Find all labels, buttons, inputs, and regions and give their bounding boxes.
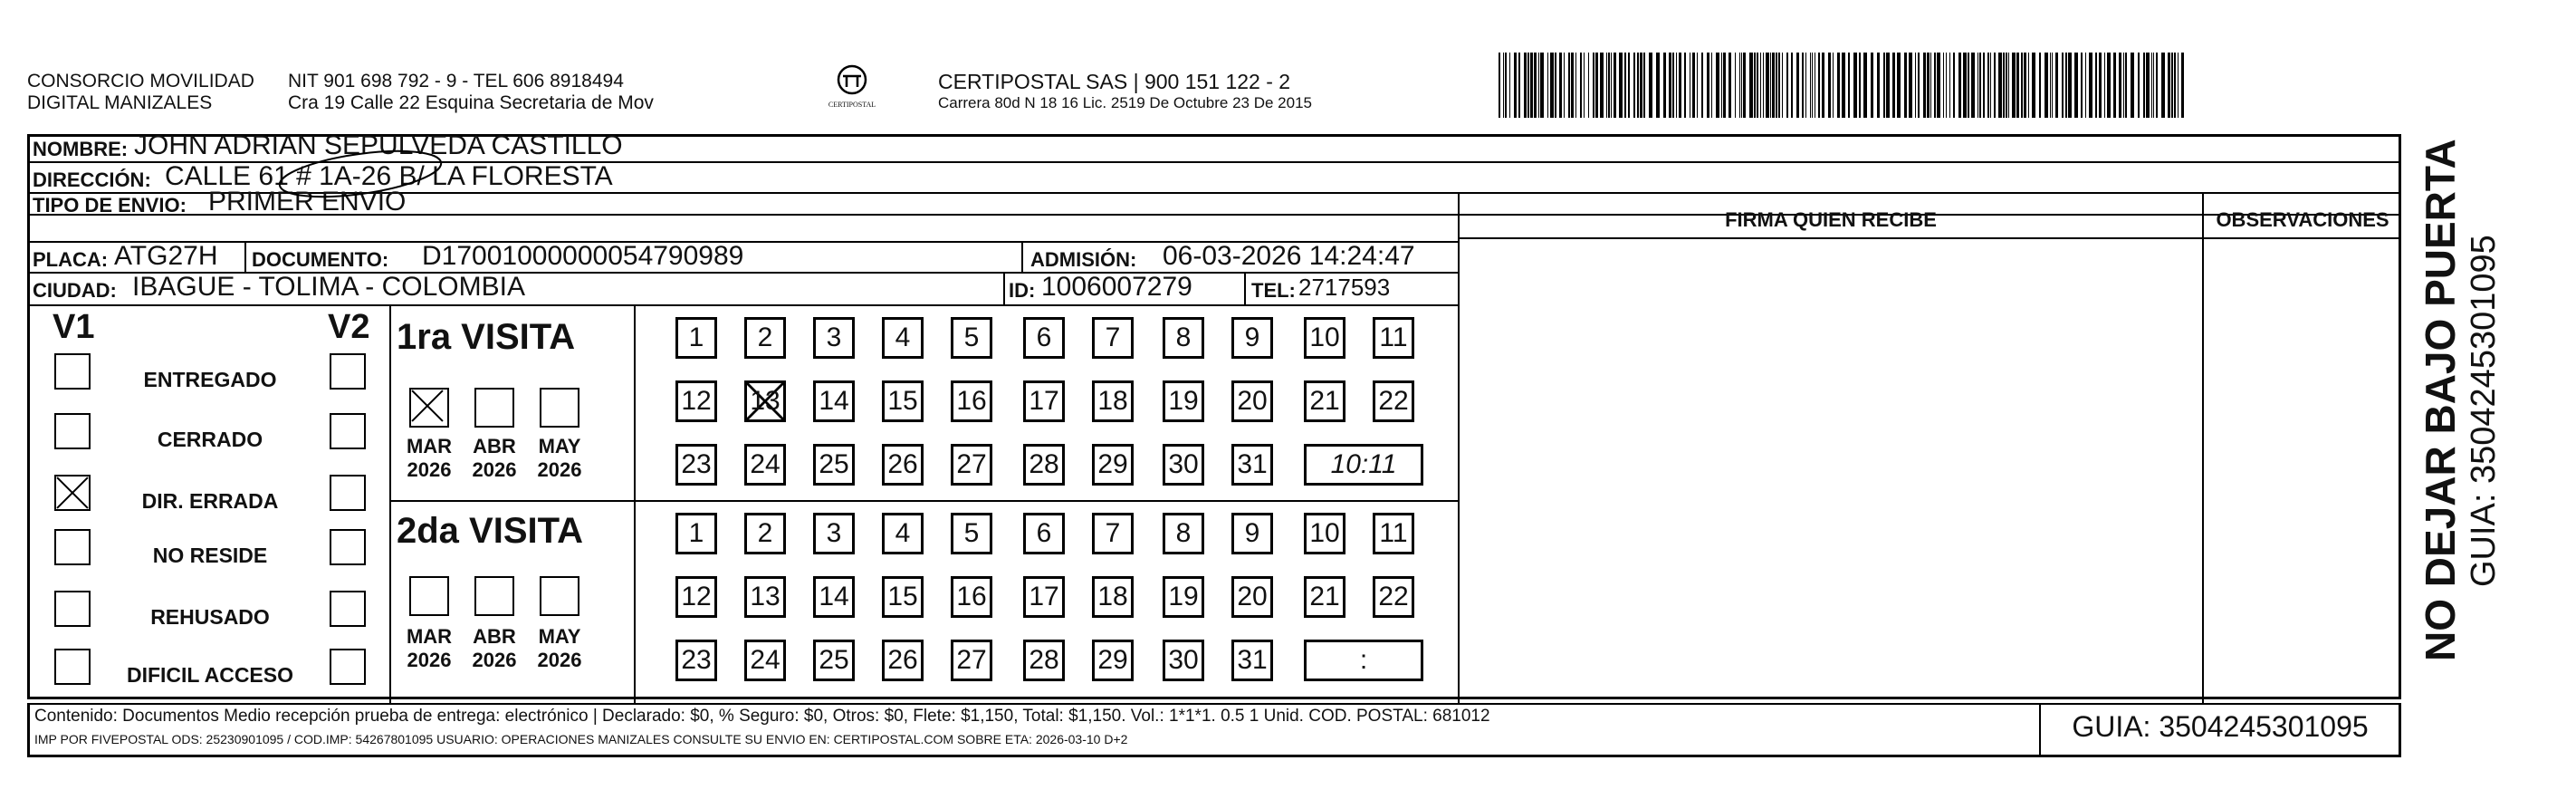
no-dejar-bajo-puerta: NO DEJAR BAJO PUERTA [2417, 139, 2464, 661]
visit2-day-box[interactable]: 28 [1023, 640, 1065, 681]
visit2-month-label [528, 625, 591, 672]
status-option-label: CERRADO [157, 428, 263, 451]
visit1-month-label [528, 435, 591, 482]
visit2-title: 2da VISITA [397, 511, 583, 551]
certipostal-logo [826, 63, 878, 109]
visit2-day-box[interactable]: 31 [1231, 640, 1273, 681]
visit2-day-box[interactable]: 18 [1092, 576, 1134, 618]
visit1-month-checkbox[interactable] [409, 388, 449, 428]
documento-value: D17001000000054790989 [422, 241, 744, 271]
visit1-day-box[interactable]: 29 [1092, 444, 1134, 486]
visit1-day-box[interactable]: 3 [813, 317, 855, 359]
visit2-day-box[interactable]: 5 [951, 513, 992, 554]
visit2-day-box[interactable]: 12 [675, 576, 717, 618]
logo-icon [834, 63, 870, 96]
carrier-info [938, 71, 1312, 114]
logo-wordmark: CERTIPOSTAL [828, 101, 876, 109]
visit1-day-box[interactable]: 2 [744, 317, 786, 359]
observaciones-header: OBSERVACIONES [2216, 208, 2389, 231]
company-contact [288, 71, 654, 114]
visit2-day-box[interactable]: 10 [1304, 513, 1345, 554]
visit1-day-box[interactable]: 11 [1373, 317, 1414, 359]
month-year: 2026 [407, 649, 452, 671]
status-option-label: DIFICIL ACCESO [126, 663, 293, 687]
visit1-day-box[interactable]: 19 [1163, 380, 1204, 422]
id-label: ID: [1009, 279, 1036, 302]
visit1-day-box[interactable]: 21 [1304, 380, 1345, 422]
visit2-day-box[interactable]: 3 [813, 513, 855, 554]
visit2-day-box[interactable]: 1 [675, 513, 717, 554]
visit2-day-box[interactable]: 21 [1304, 576, 1345, 618]
visit1-day-box[interactable]: 15 [882, 380, 924, 422]
nit-line: NIT 901 698 792 - 9 - TEL 606 8918494 [288, 71, 624, 91]
visit1-day-box[interactable]: 10 [1304, 317, 1345, 359]
visit2-time-box[interactable]: : [1304, 640, 1423, 681]
v2-checkbox[interactable] [330, 649, 366, 685]
visit2-month-checkbox[interactable] [540, 576, 579, 616]
v1-checkbox[interactable] [54, 475, 91, 511]
status-option-label: NO RESIDE [152, 544, 268, 567]
visit2-day-box[interactable]: 24 [744, 640, 786, 681]
footer-content: Contenido: Documentos Medio recepción prueba de entrega: electrónico | Declarado: $0, % Seguro: $0, Otros: $0, Flete: $1,150, Total: $1,150. Vol.: 1*1*1. 0.5 1 Unid. COD. POSTAL: 681012 [34, 707, 1490, 726]
status-option-label: REHUSADO [150, 605, 270, 629]
visit1-title: 1ra VISITA [397, 317, 576, 357]
v2-checkbox[interactable] [330, 591, 366, 627]
v2-checkbox[interactable] [330, 353, 366, 390]
visit1-day-box[interactable]: 18 [1092, 380, 1134, 422]
tel-label: TEL: [1251, 279, 1296, 302]
v1-checkbox[interactable] [54, 591, 91, 627]
visit1-day-box[interactable]: 25 [813, 444, 855, 486]
visit1-day-box[interactable]: 9 [1231, 317, 1273, 359]
month-name: MAY [538, 435, 581, 457]
visit2-day-box[interactable]: 13 [744, 576, 786, 618]
visit2-month-label [397, 625, 461, 672]
carrier-line-1: CERTIPOSTAL SAS | 900 151 122 - 2 [938, 70, 1291, 93]
visit2-day-box[interactable]: 23 [675, 640, 717, 681]
placa-value: ATG27H [114, 241, 218, 271]
direccion-value: CALLE 61 # 1A-26 B/ LA FLORESTA [165, 161, 613, 191]
visit1-month-checkbox[interactable] [540, 388, 579, 428]
visit1-day-box[interactable]: 6 [1023, 317, 1065, 359]
visit2-month-checkbox[interactable] [474, 576, 514, 616]
documento-label: DOCUMENTO: [252, 248, 389, 271]
visit1-month-label [397, 435, 461, 482]
month-name: MAR [406, 625, 453, 648]
v1-checkbox[interactable] [54, 649, 91, 685]
v2-checkbox[interactable] [330, 529, 366, 565]
footer-imp: IMP POR FIVEPOSTAL ODS: 25230901095 / COD.IMP: 54267801095 USUARIO: OPERACIONES MANIZALES CONSULTE SU ENVIO EN: CERTIPOSTAL.COM SOBRE ETA: 2026-03-10 D+2 [34, 732, 1128, 746]
visit2-day-box[interactable]: 20 [1231, 576, 1273, 618]
visit2-day-box[interactable]: 25 [813, 640, 855, 681]
firma-header: FIRMA QUIEN RECIBE [1725, 208, 1937, 231]
placa-label: PLACA: [33, 248, 109, 271]
signature-area[interactable] [1461, 241, 2200, 701]
month-name: ABR [473, 435, 516, 457]
visit1-day-box[interactable]: 22 [1373, 380, 1414, 422]
v2-checkbox[interactable] [330, 413, 366, 449]
visit2-day-box[interactable]: 8 [1163, 513, 1204, 554]
visit2-day-box[interactable]: 11 [1373, 513, 1414, 554]
visit1-day-box[interactable]: 16 [951, 380, 992, 422]
nombre-value: JOHN ADRIAN SEPULVEDA CASTILLO [134, 130, 623, 160]
month-year: 2026 [472, 458, 517, 481]
visit2-day-box[interactable]: 9 [1231, 513, 1273, 554]
visit2-day-box[interactable]: 27 [951, 640, 992, 681]
visit1-day-box[interactable]: 8 [1163, 317, 1204, 359]
visit2-day-box[interactable]: 19 [1163, 576, 1204, 618]
side-guia: GUIA: 3504245301095 [2465, 235, 2503, 587]
visit1-day-box[interactable]: 14 [813, 380, 855, 422]
admision-label: ADMISIÓN: [1030, 248, 1137, 271]
direccion-label: DIRECCIÓN: [33, 168, 151, 191]
visit1-day-box[interactable]: 17 [1023, 380, 1065, 422]
month-name: MAY [538, 625, 581, 648]
v1-label: V1 [53, 308, 95, 346]
visit2-day-box[interactable]: 14 [813, 576, 855, 618]
visit1-month-checkbox[interactable] [474, 388, 514, 428]
v1-checkbox[interactable] [54, 353, 91, 390]
v2-label: V2 [328, 308, 370, 346]
visit1-day-box[interactable]: 20 [1231, 380, 1273, 422]
visit1-day-box[interactable]: 1 [675, 317, 717, 359]
admision-value: 06-03-2026 14:24:47 [1163, 241, 1415, 271]
visit1-day-box[interactable]: 31 [1231, 444, 1273, 486]
ciudad-label: CIUDAD: [33, 279, 117, 302]
month-name: ABR [473, 625, 516, 648]
visit2-day-box[interactable]: 29 [1092, 640, 1134, 681]
guia-box: GUIA: 3504245301095 [2072, 710, 2369, 743]
company-name [27, 71, 254, 114]
visit2-day-box[interactable]: 22 [1373, 576, 1414, 618]
visit1-day-box[interactable]: 28 [1023, 444, 1065, 486]
visit1-day-box[interactable]: 26 [882, 444, 924, 486]
handwritten-annotation [272, 149, 471, 203]
carrier-line-2: Carrera 80d N 18 16 Lic. 2519 De Octubre 23 De 2015 [938, 94, 1312, 111]
visit2-day-box[interactable]: 6 [1023, 513, 1065, 554]
visit1-day-box[interactable]: 5 [951, 317, 992, 359]
visit2-day-box[interactable]: 7 [1092, 513, 1134, 554]
visit2-month-checkbox[interactable] [409, 576, 449, 616]
barcode-graphic [1499, 53, 2187, 118]
address-line: Cra 19 Calle 22 Esquina Secretaria de Mov [288, 92, 654, 113]
month-year: 2026 [472, 649, 517, 671]
visit1-day-box[interactable]: 4 [882, 317, 924, 359]
status-option-label: DIR. ERRADA [141, 489, 279, 513]
visit1-day-box[interactable]: 30 [1163, 444, 1204, 486]
visit2-day-box[interactable]: 17 [1023, 576, 1065, 618]
visit1-day-box[interactable]: 12 [675, 380, 717, 422]
tel-value: 2717593 [1298, 274, 1391, 301]
observations-area[interactable] [2206, 241, 2399, 701]
visit2-month-label [463, 625, 526, 672]
visit1-time-box[interactable]: 10:11 [1304, 444, 1423, 486]
month-name: MAR [406, 435, 453, 457]
id-value: 1006007279 [1041, 272, 1192, 302]
tipo-envio-label: TIPO DE ENVIO: [33, 194, 187, 217]
visit2-day-box[interactable]: 16 [951, 576, 992, 618]
visit2-day-box[interactable]: 4 [882, 513, 924, 554]
tipo-envio-value: PRIMER ENVIO [208, 187, 407, 217]
barcode [1499, 53, 2187, 118]
month-year: 2026 [537, 649, 582, 671]
visit1-day-box[interactable]: 13 [744, 380, 786, 422]
visit2-day-box[interactable]: 26 [882, 640, 924, 681]
month-year: 2026 [537, 458, 582, 481]
visit1-day-box[interactable]: 23 [675, 444, 717, 486]
v2-checkbox[interactable] [330, 475, 366, 511]
v1-checkbox[interactable] [54, 413, 91, 449]
visit2-day-box[interactable]: 30 [1163, 640, 1204, 681]
v1-checkbox[interactable] [54, 529, 91, 565]
company-line-2: DIGITAL MANIZALES [27, 92, 213, 113]
ciudad-value: IBAGUE - TOLIMA - COLOMBIA [132, 272, 525, 302]
visit1-month-label [463, 435, 526, 482]
visit1-day-box[interactable]: 24 [744, 444, 786, 486]
status-option-label: ENTREGADO [143, 368, 277, 391]
visit1-day-box[interactable]: 27 [951, 444, 992, 486]
month-year: 2026 [407, 458, 452, 481]
visit2-day-box[interactable]: 2 [744, 513, 786, 554]
visit2-day-box[interactable]: 15 [882, 576, 924, 618]
visit1-day-box[interactable]: 7 [1092, 317, 1134, 359]
nombre-label: NOMBRE: [33, 138, 129, 160]
company-line-1: CONSORCIO MOVILIDAD [27, 71, 254, 91]
